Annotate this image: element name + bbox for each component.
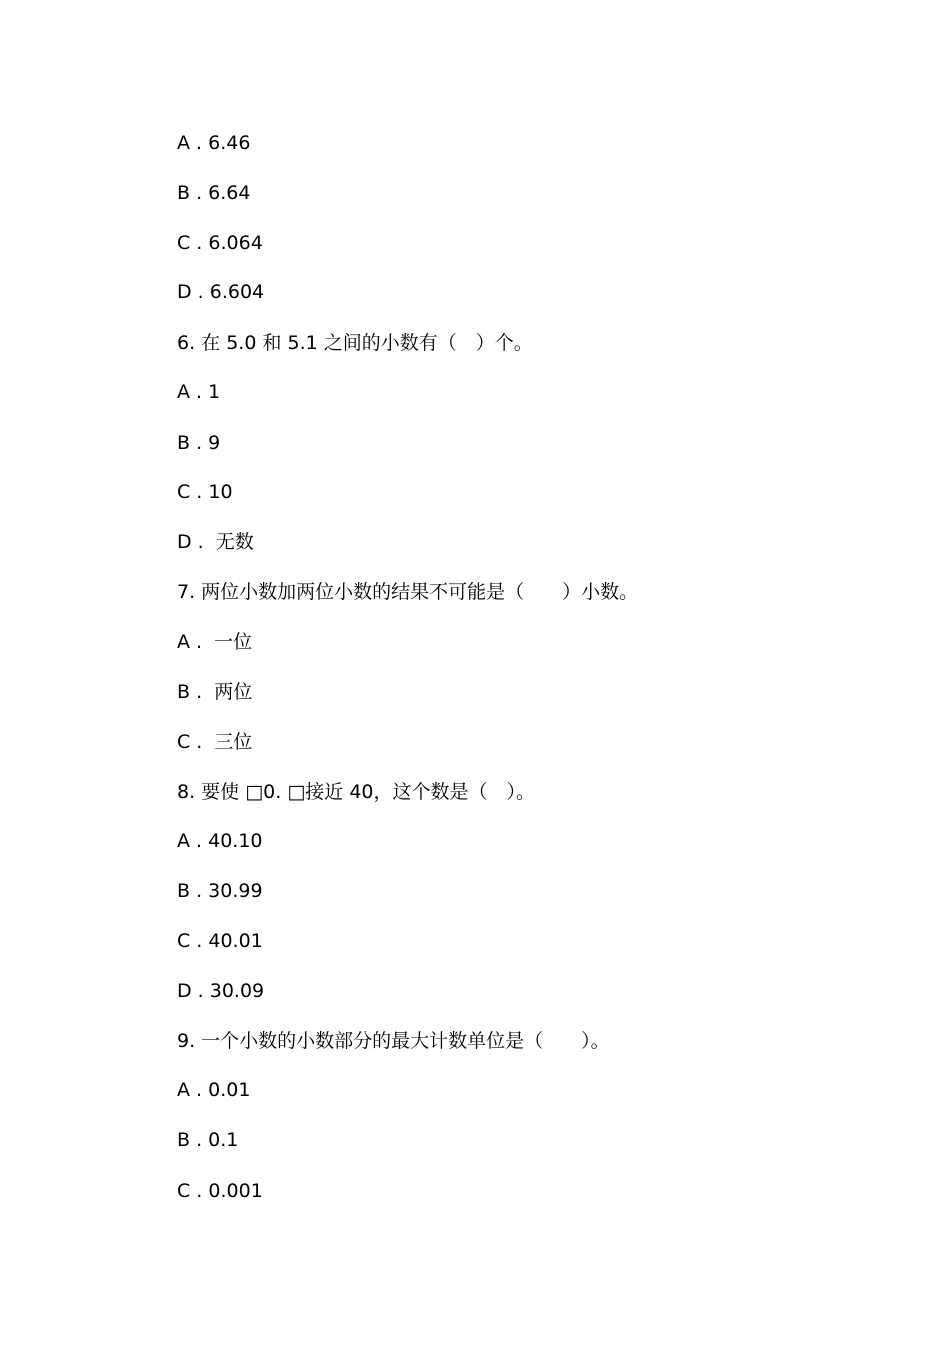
q9-option-b: B . 0.1 [177, 1129, 239, 1151]
q6-option-d: D . 无数 [177, 531, 254, 553]
q8-stem: 8. 要使 □0. □接近 40，这个数是（ ）。 [177, 781, 535, 803]
q7-stem: 7. 两位小数加两位小数的结果不可能是（ ）小数。 [177, 581, 639, 603]
q9-option-c: C . 0.001 [177, 1180, 263, 1202]
q5-option-c: C . 6.064 [177, 232, 263, 254]
q5-option-a: A . 6.46 [177, 132, 251, 154]
q6-stem: 6. 在 5.0 和 5.1 之间的小数有（ ）个。 [177, 332, 533, 354]
q7-option-b: B . 两位 [177, 681, 253, 703]
q7-option-c: C . 三位 [177, 731, 253, 753]
q5-option-b: B . 6.64 [177, 182, 251, 204]
q9-stem: 9. 一个小数的小数部分的最大计数单位是（ ）。 [177, 1030, 610, 1052]
q6-option-c: C . 10 [177, 481, 233, 503]
q7-option-a: A . 一位 [177, 631, 253, 653]
q5-option-d: D . 6.604 [177, 281, 265, 303]
q6-option-b: B . 9 [177, 432, 221, 454]
q8-option-c: C . 40.01 [177, 930, 263, 952]
q6-option-a: A . 1 [177, 381, 221, 403]
q8-option-a: A . 40.10 [177, 830, 263, 852]
q8-option-b: B . 30.99 [177, 880, 263, 902]
q9-option-a: A . 0.01 [177, 1079, 251, 1101]
q8-option-d: D . 30.09 [177, 980, 265, 1002]
